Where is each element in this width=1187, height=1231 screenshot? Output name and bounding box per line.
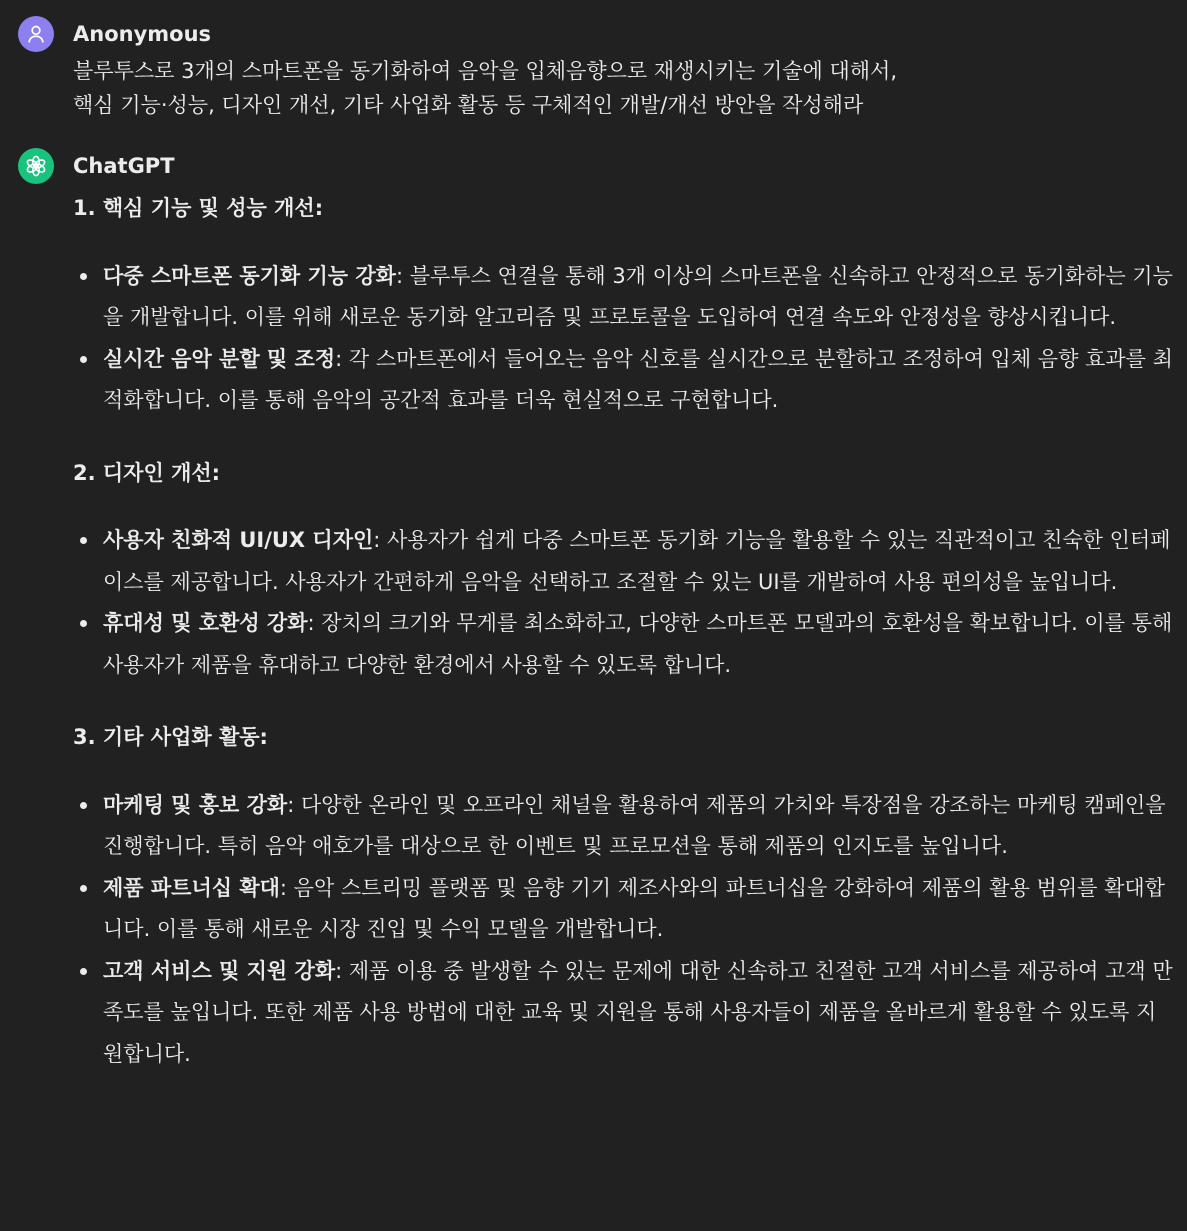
section-business (73, 717, 1173, 1075)
openai-logo-icon (24, 154, 48, 178)
user-prompt-line: 블루투스로 3개의 스마트폰을 동기화하여 음악을 입체음향으로 재생시키는 기술에 대해서, (73, 59, 898, 83)
item-title: 고객 서비스 및 지원 강화 (103, 958, 336, 983)
bullet-list (73, 785, 1173, 1076)
item-text: : 사용자가 쉽게 다중 스마트폰 동기화 기능을 활용할 수 있는 직관적이고 친숙한 인터페이스를 제공합니다. 사용자가 간편하게 음악을 선택하고 조절할 수 있는 UI를 개발하여 사용 편의성을 높입니다. (103, 528, 1171, 594)
section-design (73, 453, 1173, 687)
bullet-list (73, 256, 1173, 422)
bullet-icon (80, 968, 87, 975)
user-prompt-text (73, 54, 1153, 122)
bullet-icon (80, 356, 87, 363)
list-item (73, 951, 1173, 1076)
user-icon (25, 23, 47, 45)
list-item (73, 339, 1173, 422)
list-item (73, 868, 1173, 951)
item-text: : 음악 스트리밍 플랫폼 및 음향 기기 제조사와의 파트너십을 강화하여 제품의 활용 범위를 확대합니다. 이를 통해 새로운 시장 진입 및 수익 모델을 개발합니다. (103, 875, 1165, 941)
bullet-icon (80, 537, 87, 544)
list-item (73, 785, 1173, 868)
bullet-icon (80, 620, 87, 627)
section-title: 3. 기타 사업화 활동: (73, 725, 268, 749)
bullet-list (73, 520, 1173, 686)
list-item (73, 603, 1173, 686)
bullet-icon (80, 885, 87, 892)
item-text: : 제품 이용 중 발생할 수 있는 문제에 대한 신속하고 친절한 고객 서비스를 제공하여 고객 만족도를 높입니다. 또한 제품 사용 방법에 대한 교육 및 지원을 통해 사용자들이 제품을 올바르게 활용할 수 있도록 지원합니다. (103, 958, 1173, 1066)
item-text: : 다양한 온라인 및 오프라인 채널을 활용하여 제품의 가치와 특장점을 강조하는 마케팅 캠페인을 진행합니다. 특히 음악 애호가를 대상으로 한 이벤트 및 프로모션을 통해 제품의 인지도를 높입니다. (103, 792, 1166, 858)
list-item (73, 256, 1173, 339)
assistant-answer (73, 188, 1173, 1075)
item-title: 제품 파트너십 확대 (103, 875, 280, 900)
item-title: 마케팅 및 홍보 강화 (103, 792, 288, 817)
item-text: : 블루투스 연결을 통해 3개 이상의 스마트폰을 신속하고 안정적으로 동기화하는 기능을 개발합니다. 이를 위해 새로운 동기화 알고리즘 및 프로토콜을 도입하여 연결 속도와 안정성을 향상시킵니다. (103, 263, 1173, 329)
item-title: 실시간 음악 분할 및 조정 (103, 346, 336, 371)
item-title: 휴대성 및 호환성 강화 (103, 611, 308, 635)
user-prompt-line: 핵심 기능·성능, 디자인 개선, 기타 사업화 활동 등 구체적인 개발/개선 방안을 작성해라 (73, 93, 864, 117)
bullet-icon (80, 273, 87, 280)
section-title: 1. 핵심 기능 및 성능 개선: (73, 196, 324, 220)
user-author-name: Anonymous (73, 22, 212, 46)
bullet-icon (80, 802, 87, 809)
list-item (73, 520, 1173, 603)
item-title: 다중 스마트폰 동기화 기능 강화 (103, 263, 396, 288)
item-title: 사용자 친화적 UI/UX 디자인 (103, 528, 374, 552)
assistant-avatar (18, 148, 54, 184)
section-title: 2. 디자인 개선: (73, 460, 221, 485)
assistant-author-name: ChatGPT (73, 154, 175, 178)
item-text: : 각 스마트폰에서 들어오는 음악 신호를 실시간으로 분할하고 조정하여 입체 음향 효과를 최적화합니다. 이를 통해 음악의 공간적 효과를 더욱 현실적으로 구현합니다. (103, 346, 1173, 412)
section-core-features (73, 188, 1173, 422)
user-avatar (18, 16, 54, 52)
item-text: : 장치의 크기와 무게를 최소화하고, 다양한 스마트폰 모델과의 호환성을 확보합니다. 이를 통해 사용자가 제품을 휴대하고 다양한 환경에서 사용할 수 있도록 합니다. (103, 611, 1173, 677)
